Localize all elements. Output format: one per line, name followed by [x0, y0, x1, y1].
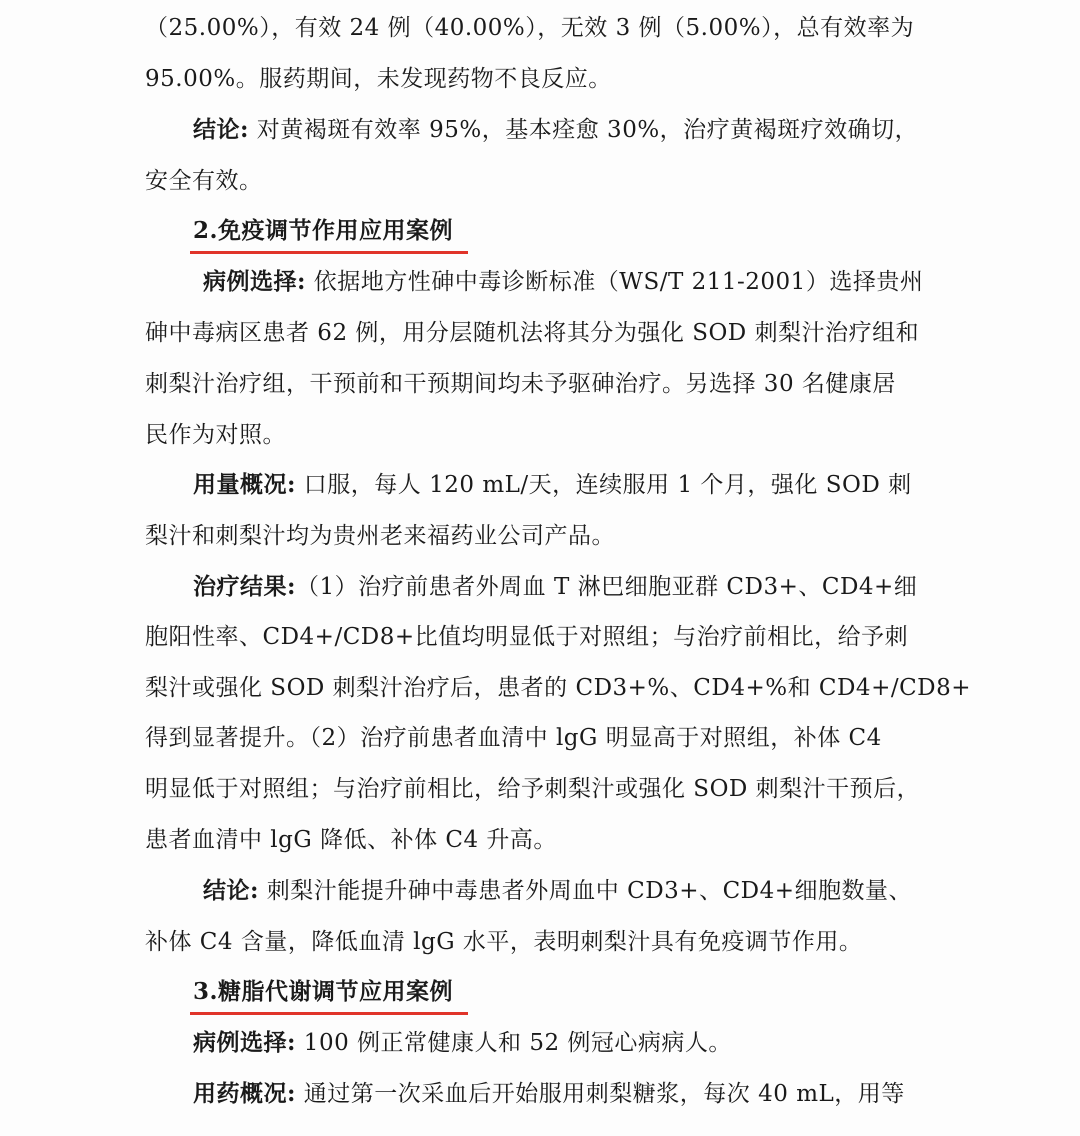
text-line-6: 砷中毒病区患者 62 例，用分层随机法将其分为强化 SOD 刺梨汁治疗组和	[145, 320, 920, 346]
text-line-15: 明显低于对照组；与治疗前相比，给予刺梨汁或强化 SOD 刺梨汁干预后，	[145, 776, 921, 802]
medication-label: 用药概况:	[193, 1080, 296, 1107]
result-text: （1）治疗前患者外周血 T 淋巴细胞亚群 CD3+、CD4+细	[296, 574, 918, 600]
text-line-13: 梨汁或强化 SOD 刺梨汁治疗后，患者的 CD3+%、CD4+%和 CD4+/CD8+	[145, 675, 972, 701]
case-selection-text-2: 100 例正常健康人和 52 例冠心病病人。	[296, 1030, 732, 1056]
section-heading-metabolism: 3.糖脂代谢调节应用案例	[193, 978, 454, 1005]
conclusion-text: 对黄褐斑有效率 95%，基本痊愈 30%，治疗黄褐斑疗效确切，	[249, 117, 919, 143]
text-line-4: 安全有效。	[145, 168, 263, 194]
medication-paragraph	[193, 1079, 953, 1109]
text-line-14: 得到显著提升。（2）治疗前患者血清中 lgG 明显高于对照组，补体 C4	[145, 725, 882, 751]
text-line-8: 民作为对照。	[145, 422, 286, 448]
conclusion-label-2: 结论:	[203, 877, 259, 904]
text-line-1: （25.00%），有效 24 例（40.00%），无效 3 例（5.00%），总有效率为	[145, 15, 915, 41]
section-heading-underline-2	[190, 1012, 468, 1015]
case-selection-paragraph	[203, 267, 953, 297]
dosage-paragraph	[193, 470, 953, 500]
result-label: 治疗结果:	[193, 573, 296, 600]
case-selection-text: 依据地方性砷中毒诊断标准（WS/T 211-2001）选择贵州	[306, 269, 924, 295]
result-paragraph	[193, 572, 953, 602]
medication-text: 通过第一次采血后开始服用刺梨糖浆，每次 40 mL，用等	[296, 1081, 905, 1107]
case-selection-paragraph-2	[193, 1028, 953, 1058]
text-line-12: 胞阳性率、CD4+/CD8+比值均明显低于对照组；与治疗前相比，给予刺	[145, 624, 909, 650]
conclusion-paragraph-1	[193, 115, 953, 145]
text-line-10: 梨汁和刺梨汁均为贵州老来福药业公司产品。	[145, 523, 615, 549]
text-line-18: 补体 C4 含量，降低血清 lgG 水平，表明刺梨汁具有免疫调节作用。	[145, 929, 863, 955]
conclusion-label: 结论:	[193, 116, 249, 143]
case-selection-label-2: 病例选择:	[193, 1029, 296, 1056]
conclusion-paragraph-2	[203, 876, 953, 906]
case-selection-label: 病例选择:	[203, 268, 306, 295]
conclusion-text-2: 刺梨汁能提升砷中毒患者外周血中 CD3+、CD4+细胞数量、	[259, 878, 913, 904]
section-heading-immune: 2.免疫调节作用应用案例	[193, 217, 454, 244]
dosage-text: 口服，每人 120 mL/天，连续服用 1 个月，强化 SOD 刺	[296, 472, 912, 498]
text-line-2: 95.00%。服药期间，未发现药物不良反应。	[145, 66, 612, 92]
section-heading-underline	[190, 251, 468, 254]
text-line-7: 刺梨汁治疗组，干预前和干预期间均未予驱砷治疗。另选择 30 名健康居	[145, 371, 896, 397]
dosage-label: 用量概况:	[193, 471, 296, 498]
text-line-16: 患者血清中 lgG 降低、补体 C4 升高。	[145, 827, 557, 853]
